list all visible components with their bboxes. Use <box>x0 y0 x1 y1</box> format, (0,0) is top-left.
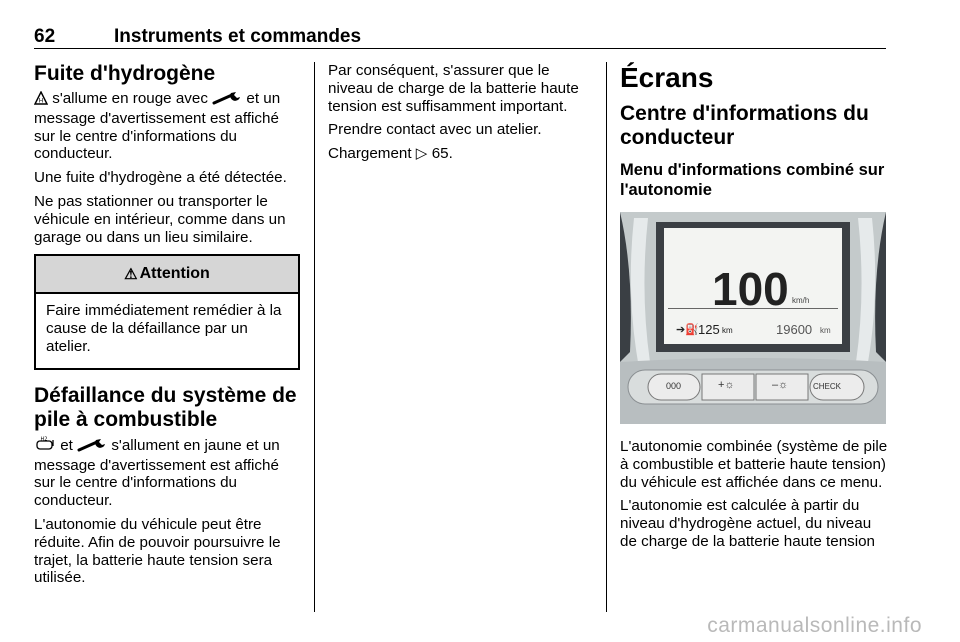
minus-button[interactable]: –☼ <box>772 379 789 391</box>
warning-triangle-icon <box>34 91 48 110</box>
speed-value: 100 <box>712 263 789 315</box>
fuel-cell-icon <box>34 436 56 457</box>
paragraph: L'autonomie est calculée à partir du niveau d'hydrogène actuel, du niveau de charge de la batterie haute tension <box>620 497 875 550</box>
svg-text:H2: H2 <box>40 436 48 443</box>
column-left <box>34 62 300 593</box>
wrench-icon <box>212 91 242 110</box>
attention-text: Faire immédiatement remédier à la cause de la défaillance par un atelier. <box>46 302 282 355</box>
paragraph: H s'allume en rouge avec et un message d'avertissement est affiché sur le centre d'informations du conducteur. <box>34 90 281 163</box>
paragraph: H2 et s'allument en jaune et un message d'avertissement est affiché sur le centre d'informations du conducteur. <box>34 436 280 510</box>
column-divider <box>314 62 315 612</box>
heading-fuel-cell-failure: Défaillance du système de pile à combustible <box>34 383 297 431</box>
speed-unit: km/h <box>792 296 810 305</box>
paragraph: Chargement ▷ 65. <box>328 145 453 163</box>
range-icon: ➔⛽ <box>676 324 699 336</box>
column-divider <box>606 62 607 612</box>
svg-text:H: H <box>38 97 44 105</box>
paragraph: L'autonomie du véhicule peut être réduite. Afin de pouvoir poursuivre le trajet, la batterie haute tension sera utilisée. <box>34 515 281 587</box>
heading-range-menu: Menu d'informations combiné sur l'autonomie <box>620 161 885 199</box>
odometer-value: 19600 <box>776 322 813 337</box>
warning-icon: ⚠ <box>124 266 138 284</box>
heading-hydrogen-leak: Fuite d'hydrogène <box>34 62 216 85</box>
section-title: Instruments et commandes <box>114 26 362 47</box>
instrument-cluster-image <box>620 212 886 424</box>
heading-screens: Écrans <box>620 62 714 93</box>
page-ref-arrow-icon[interactable]: ▷ <box>415 145 428 163</box>
paragraph: L'autonomie combinée (système de pile à combustible et batterie haute tension) du véhicule est affichée dans ce menu. <box>620 438 888 491</box>
wrench-icon <box>77 438 107 457</box>
paragraph: Prendre contact avec un atelier. <box>328 121 542 139</box>
range-unit: km <box>722 326 733 335</box>
page-header <box>34 26 886 49</box>
attention-box <box>34 254 300 369</box>
check-button[interactable]: CHECK <box>813 382 842 391</box>
plus-button[interactable]: +☼ <box>718 379 735 391</box>
reset-button[interactable]: 000 <box>666 381 682 391</box>
odometer-unit: km <box>820 326 831 335</box>
page-number: 62 <box>34 26 56 47</box>
paragraph: Une fuite d'hydrogène a été détectée. <box>34 169 287 187</box>
watermark: carmanualsonline.info <box>707 614 922 637</box>
attention-header: ⚠ Attention <box>36 256 298 294</box>
column-right <box>620 62 888 557</box>
column-middle <box>328 62 582 169</box>
paragraph: Ne pas stationner ou transporter le véhicule en intérieur, comme dans un garage ou dans un lieu similaire. <box>34 192 286 246</box>
paragraph: Par conséquent, s'assurer que le niveau de charge de la batterie haute tension est suffisamment important. <box>328 62 579 115</box>
heading-driver-info-center: Centre d'informations du conducteur <box>620 102 869 149</box>
range-value: 125 <box>698 322 720 337</box>
